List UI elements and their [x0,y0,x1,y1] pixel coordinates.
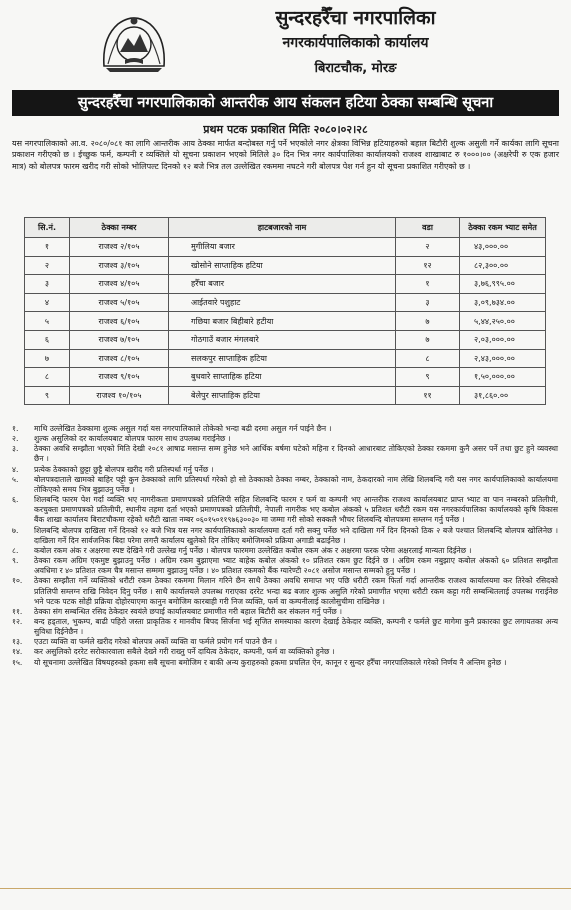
condition-number: ९. [12,556,19,566]
ward-cell: ७ [396,312,460,331]
condition-text: बन्द हड्ताल, भुकम्प, बाढी पहिरो जस्ता प्राकृतिक र मानवीय बिपद सिर्जना भई सृजित समस्याका कारण देखाई ठेकेदार व्यक्ति, कम्पनी र फर्मले छुट मागेमा कुनै प्रकारका छुट लगायतका अन्य सुविधा दिईनेछैन । [34,616,558,637]
condition-text: शिलबन्दि फारम पेश गर्दा व्यक्ति भए नागरीकता प्रमाणपत्रको प्रतिलिपी सहित शिलबन्दि फारम र फर्म वा कम्पनी भए आन्तरीक राजश्व कार्यालयबाट प्राप्त भ्याट वा पान नम्बरको प्रतिलीपी, करचुक्ता प्रमाणपत्रको प्रतिलीपी, स्थानीय तहमा दर्ता भएको प्रमाणपत्रको प्रतिलीपी, नेपाली नागरीक भए कबोल अंकको ५ प्रतिशत धरौटी रकम यस नगरकार्यपालिका कार्यालयको कृषि विकास बैंक शाखा कार्यालय बिराटचौकमा रहेको धरौटी खाता नम्बर ०६०१५०११९७६३००३० मा जम्मा गरी सोको सक्कलै भौचर शिलबन्दि बोलपत्रमा सम्लग्न गर्नु पर्नेछ । [34,495,558,525]
condition-number: ३. [12,444,19,454]
condition-item [10,465,558,475]
ward-cell: १ [396,275,460,294]
table-row [25,256,546,275]
condition-text: बोलपत्रदाताले खामको बाहिर पट्टी कुन ठेक्काको लागि प्रतिस्पर्धा गरेको हो सो ठेक्काको ठेक्का नम्बर, ठेक्काको नाम, ठेकदारको नाम लेखि शिलबन्दि गरी यस नगर कार्यपालिकाको कार्यालयमा तोकिएको समय भित्र बुझाउनु पर्नेछ । [34,474,558,494]
ward-cell: २ [396,238,460,257]
table-row [25,330,546,349]
condition-text: ठेक्का रकम अग्रिम एकमुष्ट बुझाउनु पर्नेछ । अग्रिम रकम बुझाएमा भ्याट बाहेक कबोल अंकको १० प्रतिशत रकम छुट दिईने छ । अग्रिम रकम नबुझाए कबोल अंकको ६० प्रतिशत सम्झौता अवधिमा र ४० प्रतिशत रकम चैत्र मसान्त सम्ममा बुझाउनु पर्नेछ । ४० प्रतिशत रकमको बैंक ग्यारेण्टी २०८१ असोज मसान्त सम्मको हुनु पर्नेछ । [34,556,558,576]
condition-item [10,607,558,617]
ward-cell: ९ [396,368,460,387]
table-header-row [25,218,546,238]
letterhead [0,0,571,92]
market-name-cell: हरैँचा बजार [169,275,396,294]
intro-paragraph: यस नगरपालिकाको आ.व. २०८०/०८१ का लागि आन्तरीक आय ठेक्का मार्फत बन्दोबस्त गर्नु पर्ने भएकोले नगर क्षेत्रका विभिन्न हटियाहरुको बहाल बिटौरी शुल्क असुली गर्ने कार्यका लागि सूचना प्रकाशन गरीएको छ । ईच्छुक फर्म, कम्पनी र व्यक्तिले यो सूचना प्रकाशन भएको मितिले ३० दिन भित्र नगर कार्यपालिका कार्यालयको राजश्व शाखाबाट रु १०००।०० (अक्षरेपी रु एक हजार मात्र) को बोलपत्र फारम खरीद गरी सोको भोलिपल्ट दिनको १२ बजे भित्र तल उल्लेखित रकममा नघटने गरी बोलपत्र पेश गर्न हुन यो सूचना प्रकाशित गरीएको छ । [12,139,559,171]
amount-cell: ३,७६,९९५.०० [460,275,546,294]
market-name-cell: गछिया बजार बिहीबारे हटीया [169,312,396,331]
ward-cell: ८ [396,349,460,368]
contract-number-cell: राजश्व ५/१०५ [70,293,169,312]
table-row [25,386,546,405]
col-header-contract-number: ठेक्का नम्बर [70,218,169,238]
market-name-cell: मुगीलिया बजार [169,238,396,257]
col-header-ward: वडा [396,218,460,238]
condition-number: १२. [12,616,23,626]
contract-number-cell: राजश्व ७/१०५ [70,330,169,349]
amount-cell: ४३,०००.०० [460,238,546,257]
condition-number: १४. [12,647,23,657]
market-name-cell: सलकपुर साप्ताहिक हटिया [169,349,396,368]
conditions-list [10,424,558,668]
condition-text: ठेक्का संग सम्बन्धित रसिद ठेकेदार स्वयंले छपाई कार्यालयबाट प्रमाणीत गरी बहाल बिटौरी कर संकलन गर्नु पर्नेछ । [34,606,342,616]
serial-cell: २ [25,256,70,275]
table-row [25,238,546,257]
contract-number-cell: राजश्व ९/१०५ [70,368,169,387]
office-name: नगरकार्यपालिकाको कार्यालय [282,35,429,51]
condition-number: २. [12,434,19,444]
col-header-market-name: हाटबजारको नाम [169,218,396,238]
condition-text: ठेक्का अवधि सम्झौता भएको मिति देखी २०८१ आषाढ मसान्त सम्म हुनेछ भने आर्थिक बर्षमा घटेको महिना र दिनको आधारबाट तोकिएको ठेक्का रकममा कुनै असर पर्ने तथा छुट हुने व्यवस्था छैन । [34,444,558,464]
contract-table [24,217,546,405]
amount-cell: २,०३,०००.०० [460,330,546,349]
amount-cell: ३,०९,७३४.०० [460,293,546,312]
office-location: बिराटचौक, मोरङ [314,61,397,76]
serial-cell: ८ [25,368,70,387]
condition-number: ६. [12,495,19,505]
contract-number-cell: राजश्व ६/१०५ [70,312,169,331]
table-row [25,293,546,312]
market-name-cell: आईतवारे पशुहाट [169,293,396,312]
condition-text: यो सूचनामा उल्लेखित विषयहरुको हकमा सबै सूचना बमोजिम र बाकी अन्य कुराहरुको हकमा प्रचलित ऐन, कानून र सुन्दर हरैँचा नगरपालिकाले गरेको निर्णय नै अन्तिम हुनेछ । [34,657,507,667]
amount-cell: २,४३,०००.०० [460,349,546,368]
condition-item [10,617,558,637]
condition-item [10,434,558,444]
market-name-cell: बुधवारे साप्ताहिक हटिया [169,368,396,387]
condition-text: एउटा व्यक्ति वा फर्मले खरीद गरेको बोलपत्र अर्को व्यक्ति वा फर्मले प्रयोग गर्न पाउने छैन । [34,637,278,647]
condition-number: ११. [12,606,23,616]
notice-banner: सुन्दरहरैँचा नगरपालिकाको आन्तरीक आय संकलन हटिया ठेक्का सम्बन्धि सूचना [12,90,559,116]
condition-item [10,658,558,668]
condition-text: प्रत्येक ठेक्काको छुट्टा छुट्टै बोलपत्र खरीद गरी प्रतिस्पर्धा गर्नु पर्नेछ । [34,464,214,474]
serial-cell: ७ [25,349,70,368]
serial-cell: ५ [25,312,70,331]
bottom-rule [0,888,571,889]
condition-item [10,647,558,657]
condition-item [10,556,558,576]
condition-text: कर असुलिको दररेट सरोकारवाला सबैले देख्ने गरी राख्नु पर्ने दायित्व ठेकेदार, कम्पनी, फर्म वा व्यक्तिको हुनेछ । [34,647,335,657]
condition-item [10,526,558,546]
condition-item [10,424,558,434]
serial-cell: ३ [25,275,70,294]
col-header-amount: ठेक्का रकम भ्याट समेत [460,218,546,238]
amount-cell: १,५०,०००.०० [460,368,546,387]
condition-item [10,444,558,464]
market-name-cell: बेलेपुर साप्ताहिक हटिया [169,386,396,405]
condition-number: ८. [12,545,19,555]
col-header-serial: सि.नं. [25,218,70,238]
condition-item [10,495,558,525]
serial-cell: ९ [25,386,70,405]
table-row [25,368,546,387]
condition-number: १५. [12,657,23,667]
contract-number-cell: राजश्व ८/१०५ [70,349,169,368]
condition-number: ७. [12,525,19,535]
condition-text: ठेक्का सम्झौता गर्ने व्यक्तिको धरौटी रकम ठेक्का रकममा मिलान गरिने छैन साथै ठेक्का अवधि समाप्त भए पछि धरौटी रकम फिर्ता गर्दा आन्तरीक राजश्व कार्यालयमा कर तिरेको रसिदको प्रतिलिपी सम्लग्न राखि निवेदन दिनु पर्नेछ । साथै कार्यालयले उपलब्ध गराएका दररेट भन्दा बढ बजार शुल्क असुलि गरेको प्रमाणीत भएमा धरौटी रकम कट्टा गरी सम्बन्धितलाई उपलब्ध गराईनेछ भने पटक पटक सोही प्रक्रिया दोहोरयाएमा कानुन बमोजिम कारबाही गरी निज व्यक्ति, फर्म वा कम्पनीलाई कालोसुचीमा राखिनेछ । [34,576,558,606]
amount-cell: ५,४४,२५०.०० [460,312,546,331]
condition-text: कबोल रकम अंक र अक्षरमा स्पष्ट देखिने गरी उल्लेख गर्नु पर्नेछ । बोलपत्र फारममा उल्लेखित कबोल रकम अंक र अक्षरमा फरक परेमा अक्षरलाई मान्यता दिईनेछ । [34,545,472,555]
condition-number: १३. [12,637,23,647]
contract-number-cell: राजश्व २/१०५ [70,238,169,257]
serial-cell: १ [25,238,70,257]
market-name-cell: गोठगाउँ बजार मंगलबारे [169,330,396,349]
table-row [25,312,546,331]
contract-number-cell: राजश्व १०/१०५ [70,386,169,405]
serial-cell: ६ [25,330,70,349]
ward-cell: ३ [396,293,460,312]
condition-item [10,637,558,647]
municipality-title: सुन्दरहरैँचा नगरपालिका [275,7,436,29]
ward-cell: ११ [396,386,460,405]
condition-item [10,546,558,556]
condition-number: १०. [12,576,23,586]
condition-item [10,576,558,606]
serial-cell: ४ [25,293,70,312]
ward-cell: १२ [396,256,460,275]
ward-cell: ७ [396,330,460,349]
amount-cell: ३१,८६०.०० [460,386,546,405]
contract-number-cell: राजश्व ४/१०५ [70,275,169,294]
contract-number-cell: राजश्व ३/१०५ [70,256,169,275]
condition-number: ४. [12,464,19,474]
condition-text: शुल्क असुलिको दर कार्यालयबाट बोलपत्र फारम साथ उपलब्ध गराईनेछ । [34,434,231,444]
condition-number: ५. [12,474,19,484]
condition-text: माथि उल्लेखित ठेक्कामा शुल्क असुल गर्दा यस नगरपालिकाले तोकेको भन्दा बढी दरमा असुल गर्न पाईने छैन । [34,424,332,433]
condition-number: १. [12,424,19,433]
condition-text: शिलबन्दि बोलपत्र दाखिला गर्ने दिनको १२ बजे भित्र यस नगर कार्यपालिकाको कार्यालयमा दर्ता गरी सक्नु पर्नेछ भने दाखिला गर्ने दिन दिनको ठिक २ बजे पश्चात शिलबन्दि बोलपत्र खोलिनेछ । दाखिला गर्ने दिन सार्वजनिक बिदा परेमा लगत्तै कार्यालय खुलेको दिन तोकिए बमोजिमको प्रक्रिया अगाडी बढाईनेछ । [34,525,558,545]
market-name-cell: खोसोने साप्ताहिक हटिया [169,256,396,275]
amount-cell: ८२,३००.०० [460,256,546,275]
publish-date: प्रथम पटक प्रकाशित मितिः २०८०।०२।२८ [203,123,368,136]
table-row [25,275,546,294]
table-row [25,349,546,368]
condition-item [10,475,558,495]
